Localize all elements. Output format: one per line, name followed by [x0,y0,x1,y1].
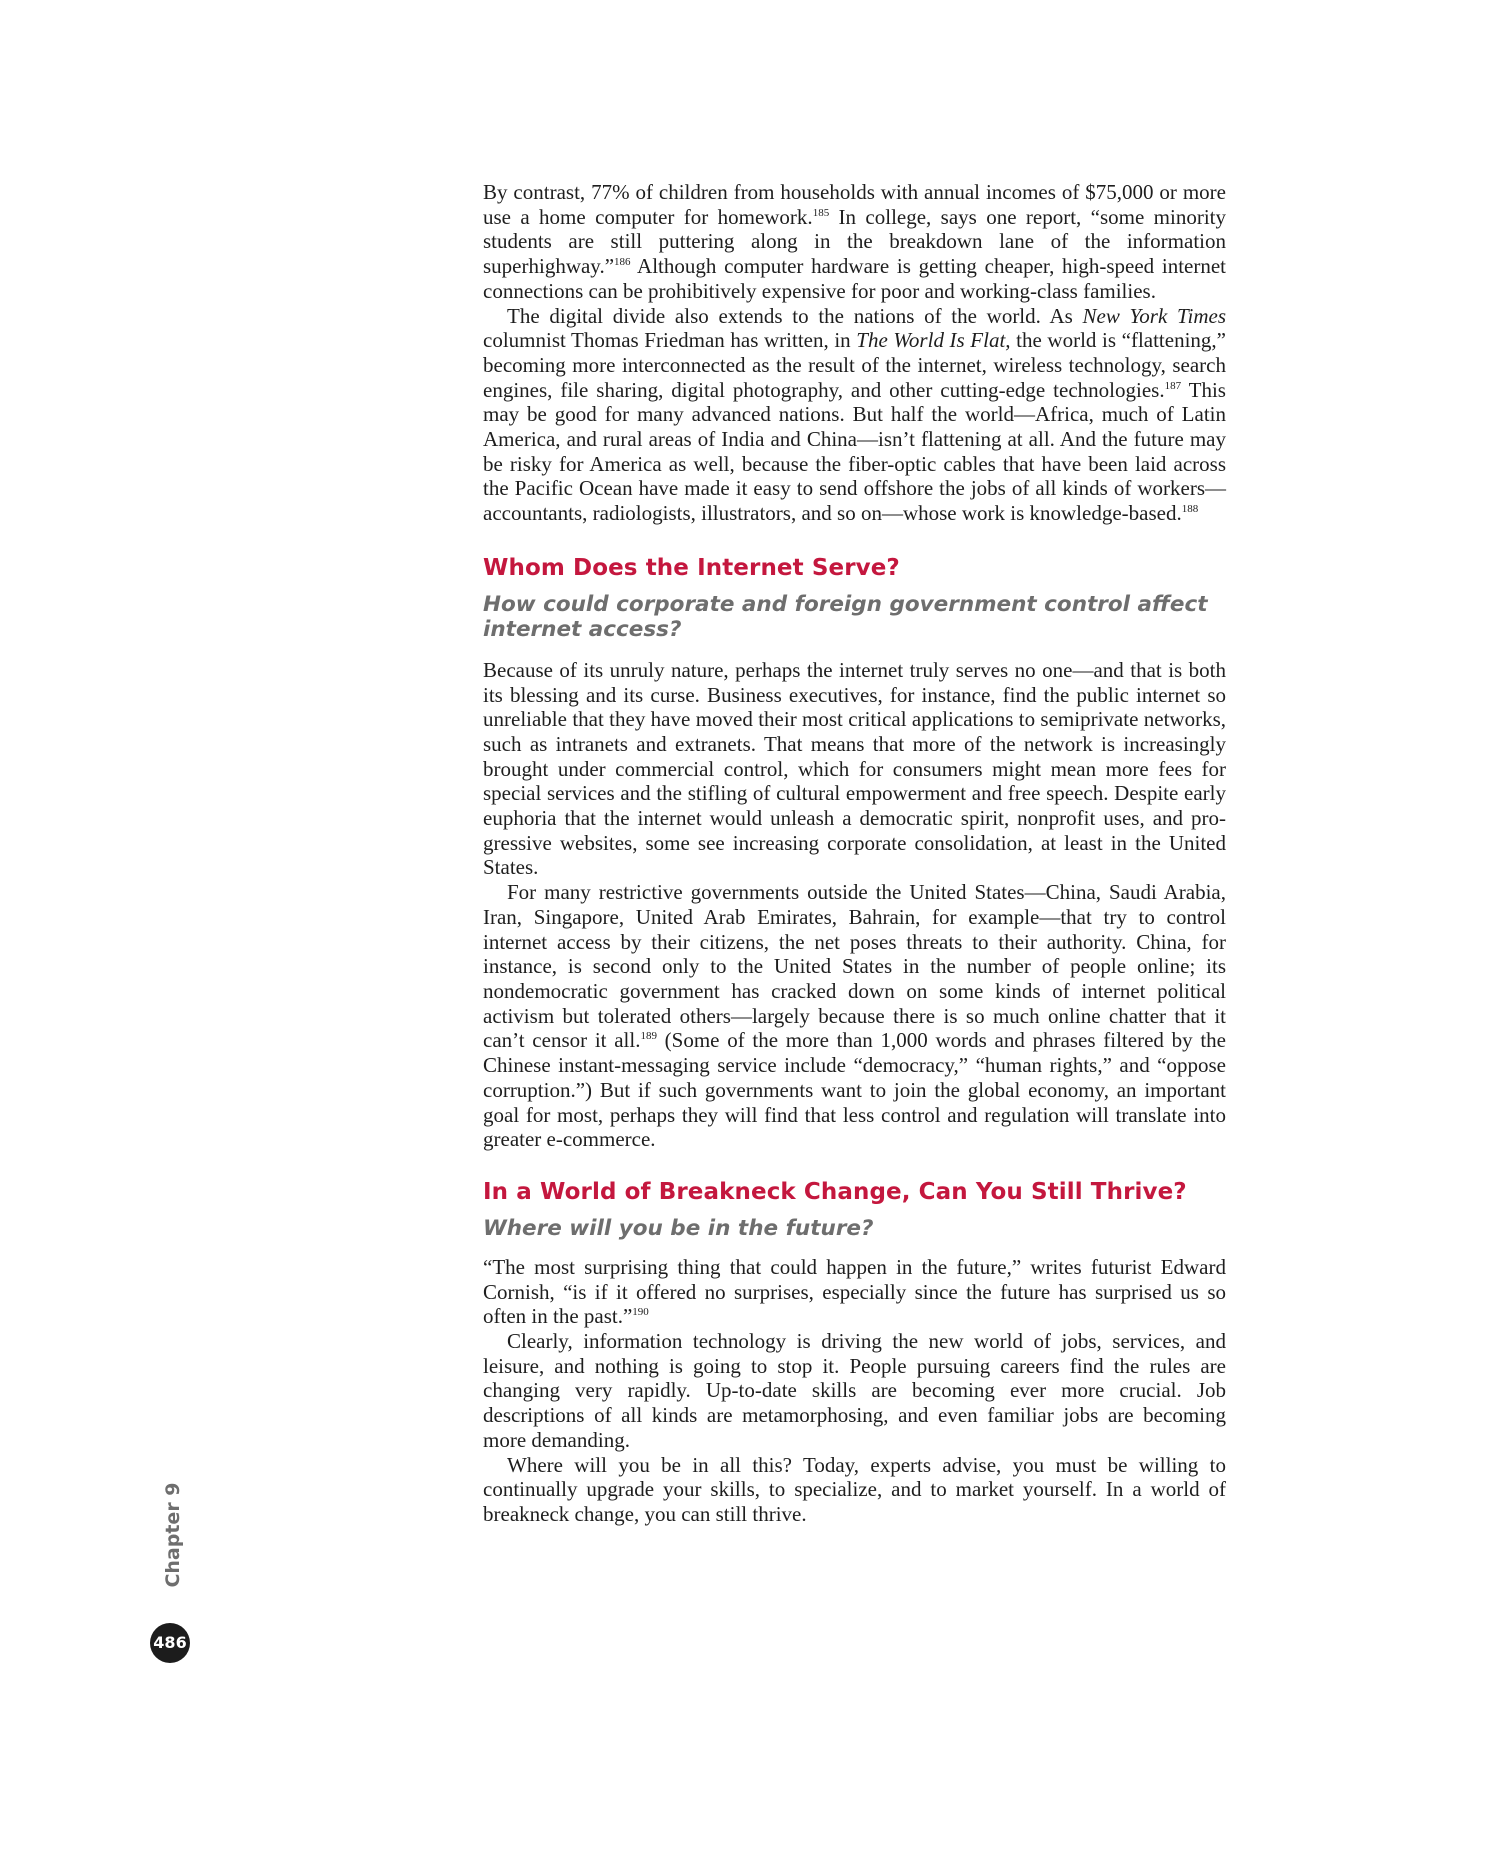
text-run: Although computer hardware is getting cheaper, high-speed internet connections can be prohibitively expensive for poor and working-class families. [483,254,1226,303]
footnote-ref-186: 186 [614,256,631,269]
paragraph-digital-divide-households [483,180,1226,304]
section-body-internet-serve [483,658,1226,1152]
paragraph-where-will-you-be: Where will you be in all this? Today, experts advise, you must be willing to continually upgrade your skills, to specialize, and to market yourself. In a world of breakneck change, you can still thrive. [483,1452,1226,1526]
paragraph-digital-divide-nations [483,304,1226,526]
footnote-ref-185: 185 [812,206,830,219]
footnote-ref-187: 187 [1164,379,1182,392]
page-number-badge: 486 [150,1623,190,1663]
paragraph-information-technology: Clearly, information technology is driving the new world of jobs, services, and leisure, and nothing is going to stop it. People pursuing careers find the rules are changing very rapidly. Up-to-date skills are becoming ever more crucial. Job descriptions of all kinds are metamorphosing, and even familiar jobs are becoming more demanding. [483,1329,1226,1452]
chapter-label: Chapter 9 [162,1482,184,1588]
text-run: the world is “flattening,” becoming more interconnected as the result of the internet, wireless technology, search engines, file sharing, digital photography, and other cutting-edge technologies. [483,328,1226,402]
text-run: This may be good for many advanced nations. But half the world—Africa, much of Latin America, and rural areas of India and China—isn’t flattening at all. And the future may be risky for America as well, because the fiber-optic cables that have been laid across the Pacific Ocean have made it easy to send offshore the jobs of all kinds of workers—accountants, radiologists, illustrators, and so on—whose work is knowledge-based. [483,377,1226,526]
main-text-column [483,180,1226,1527]
text-run: (Some of the more than 1,000 words and phrases filtered by the Chinese instant-messaging service include “democracy,” “human rights,” and “oppose corruption.”) But if such governments want to join the global economy, an important goal for most, perhaps they will find that less control and regulation will translate into greater e-commerce. [483,1028,1226,1152]
italic-title-nyt: New York Times [1082,303,1227,328]
section-question-future: Where will you be in the future? [483,1215,874,1241]
section-heading-internet-serve: Whom Does the Internet Serve? [483,554,900,581]
text-run: “The most surprising thing that could happen in the future,” writes futurist Edward Cornish, “is if it offered no surprises, especially since the future has surprised us so often in the past.” [483,1254,1226,1329]
paragraph-unruly-nature: Because of its unruly nature, perhaps the internet truly serves no one—and that is both its blessing and its curse. Business executives, for instance, find the public internet so unreliable that they have moved their most critical applications to semiprivate networks, such as intranets and extranets. That means that more of the network is increasingly brought under commercial control, which for consumers might mean more fees for special services and the stifling of cultural empowerment and free speech. Despite early euphoria that the internet would unleash a democratic spirit, nonprofit uses, and progressive websites, some see increasing corporate consolidation, at least in the United States. [483,657,1226,880]
paragraph-restrictive-governments [483,880,1226,1152]
text-run: columnist Thomas Friedman has written, in [483,328,857,353]
footnote-ref-190: 190 [632,1306,649,1319]
footnote-ref-188: 188 [1181,503,1199,516]
paragraph-cornish-quote [483,1255,1226,1329]
section-heading-breakneck-change: In a World of Breakneck Change, Can You Still Thrive? [483,1178,1187,1205]
italic-title-world-is-flat: The World Is Flat, [856,328,1011,353]
section-body-breakneck-change [483,1255,1226,1527]
text-run: For many restrictive governments outside the United States—China, Saudi Arabia, Iran, Singapore, United Arab Emirates, Bahrain, for example—that try to control internet access by their citizens, the net poses threats to their authority. China, for instance, is second only to the United States in the number of people online; its nondemocratic government has cracked down on some kinds of internet political activism but tolerated others—largely because there is so much online chatter that it can’t censor it all. [483,880,1226,1053]
text-run: In college, says one report, “some minority students are still puttering along in the breakdown lane of the information superhighway.” [483,204,1227,279]
text-run: By contrast, 77% of children from households with annual incomes of $75,000 or more use a home computer for homework. [483,180,1226,229]
section-question-control: How could corporate and foreign government control affect internet access? [483,591,1208,642]
footnote-ref-189: 189 [640,1030,657,1043]
text-run: The digital divide also extends to the nations of the world. As [507,303,1083,328]
